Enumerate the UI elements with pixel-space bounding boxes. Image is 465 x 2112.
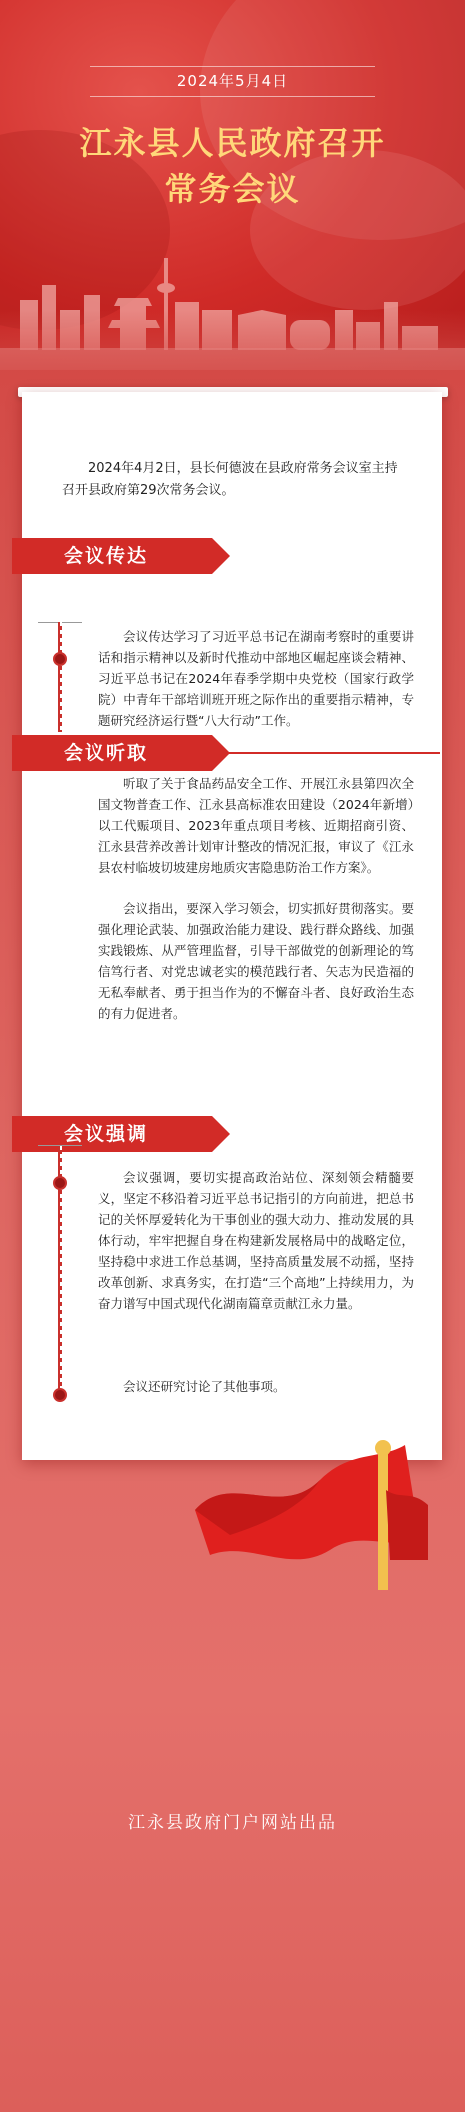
section-title-meeting-relay: 会议传达	[12, 538, 212, 574]
timeline-dot	[53, 652, 67, 666]
date-rule-bottom	[90, 96, 375, 97]
title-line-2: 常务会议	[164, 170, 301, 208]
red-flag-illustration	[190, 1430, 440, 1590]
section-paragraph: 会议传达学习了习近平总书记在湖南考察时的重要讲话和指示精神以及新时代推动中部地区崛起座谈会精神、习近平总书记在2024年春季学期中央党校（国家行政学院）中青年干部培训班开班之际作出的重要指示精神，专题研究经济运行暨“八大行动”工作。	[98, 629, 414, 728]
page-title	[0, 120, 465, 212]
publish-date: 2024年5月4日	[176, 72, 289, 90]
section-paragraph: 会议强调，要切实提高政治站位、深刻领会精髓要义，坚定不移沿着习近平总书记指引的方向前进，把总书记的关怀厚爱转化为干事创业的强大动力、推动发展的具体行动，牢牢把握自身在构建新发展格局中的战略定位，坚持稳中求进工作总基调，坚持高质量发展不动摇，坚持改革创新、求真务实，在打造“三个高地”上持续用力，为奋力谱写中国式现代化湖南篇章贡献江永力量。	[98, 1170, 414, 1311]
section-paragraph: 会议指出，要深入学习领会，切实抓好贯彻落实。要强化理论武装、加强政治能力建设、践行群众路线、加强实践锻炼、从严管理监督，引导干部做党的创新理论的笃信笃行者、对党忠诚老实的模范践行者、矢志为民造福的无私奉献者、勇于担当作为的不懈奋斗者、良好政治生态的有力促进者。	[98, 901, 414, 1021]
timeline-dot	[53, 1388, 67, 1402]
timeline-dot	[53, 1176, 67, 1190]
date-rule-top	[90, 66, 375, 67]
section-title-meeting-hearing: 会议听取	[12, 735, 212, 771]
footer-credit: 江永县政府门户网站出品	[128, 1813, 337, 1833]
section-rule	[212, 752, 440, 754]
title-line-1: 江永县人民政府召开	[79, 124, 386, 162]
header-banner	[0, 0, 465, 370]
section-paragraph: 听取了关于食品药品安全工作、开展江永县第四次全国文物普查工作、江永县高标准农田建设（2024年新增）以工代赈项目、2023年重点项目考核、近期招商引资、江永县营养改善计划审计整改的情况汇报，审议了《江永县农村临坡切坡建房地质灾害隐患防治工作方案》。	[98, 776, 414, 875]
section-title-meeting-emphasis: 会议强调	[12, 1116, 212, 1152]
intro-paragraph: 2024年4月2日，县长何德波在县政府常务会议室主持召开县政府第29次常务会议。	[62, 461, 398, 498]
section-paragraph: 会议还研究讨论了其他事项。	[123, 1379, 286, 1394]
timeline-line	[58, 622, 62, 732]
